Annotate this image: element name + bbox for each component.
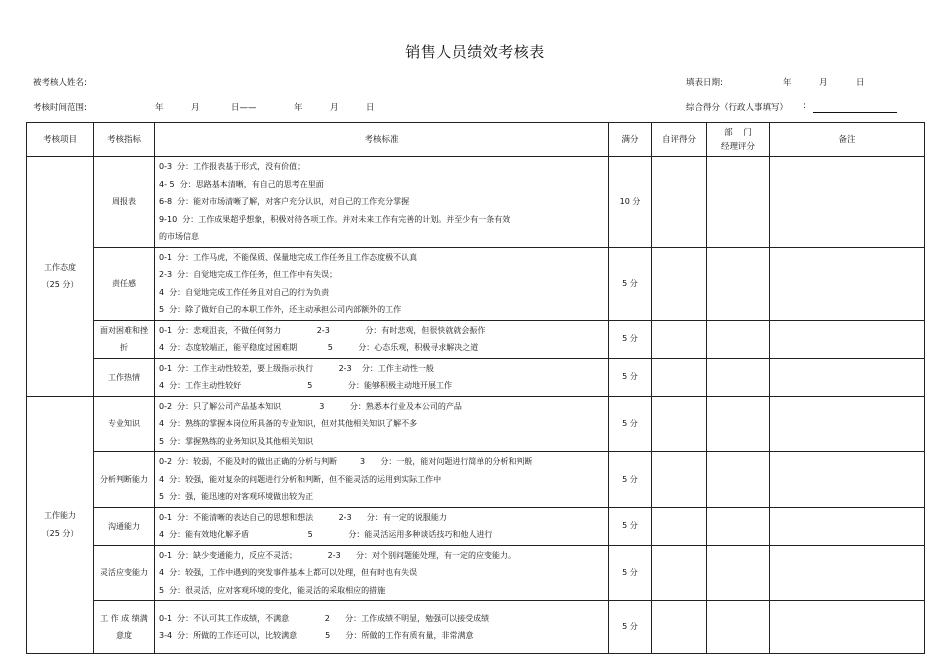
standard-line: 5 分：强，能迅速的对客观环境做出较为正 <box>159 492 314 501</box>
full-score-cell: 5 分 <box>609 601 652 654</box>
standard-line: 0-1 分：不能清晰的表达自己的思想和想法 2-3 分：有一定的说服能力 <box>159 512 447 522</box>
full-score-cell: 5 分 <box>609 320 652 358</box>
standard-line: 2-3 分：自觉地完成工作任务，但工作中有失误； <box>159 270 338 279</box>
self-score-cell[interactable] <box>652 452 707 508</box>
standard-line: 0-3 分：工作报表基于形式，没有价值； <box>159 162 306 171</box>
info-row-period <box>0 101 950 113</box>
manager-score-cell[interactable] <box>707 247 770 320</box>
standard-line: 5 分：很灵活，应对客观环境的变化，能灵活的采取相应的措施 <box>159 585 386 595</box>
full-score-cell: 5 分 <box>609 545 652 601</box>
standard-cell <box>155 452 609 508</box>
table-row <box>27 320 925 358</box>
standard-line: 0-1 分：不认可其工作成绩，不满意 2 分：工作成绩不明显，勉强可以接受成绩 <box>159 613 490 623</box>
form-title: 销售人员绩效考核表 <box>405 43 545 61</box>
indicator-cell: 面对困难和挫折 <box>94 320 155 358</box>
period-to-month: 月 <box>330 103 339 113</box>
period-from-month: 月 <box>191 103 200 113</box>
remark-cell[interactable] <box>770 601 925 654</box>
full-score-cell: 10 分 <box>609 157 652 248</box>
indicator-cell: 周报表 <box>94 157 155 248</box>
standard-line: 3-4 分：所做的工作还可以，比较满意 5 分：所做的工作有质有量，非常满意 <box>159 631 474 640</box>
standard-line: 0-2 分：较弱，不能及时的做出正确的分析与判断 3 分：一般，能对问题进行简单的分析和判断 <box>159 457 533 466</box>
standard-cell <box>155 396 609 452</box>
full-score-cell: 5 分 <box>609 396 652 452</box>
self-score-cell[interactable] <box>652 320 707 358</box>
table-row <box>27 247 925 320</box>
remark-cell[interactable] <box>770 247 925 320</box>
period-from-year: 年 <box>155 103 164 113</box>
standard-line: 4 分：较强，能对复杂的问题进行分析和判断，但不能灵活的运用到实际工作中 <box>159 474 442 484</box>
period-to-year: 年 <box>294 103 303 113</box>
total-score-underline[interactable] <box>813 112 897 113</box>
standard-line: 0-1 分：工作马虎，不能保质、保量地完成工作任务且工作态度极不认真 <box>159 252 418 262</box>
remark-cell[interactable] <box>770 358 925 396</box>
total-score-colon: : <box>803 101 806 111</box>
table-row <box>27 545 925 601</box>
header-self-score: 自评得分 <box>652 123 707 157</box>
indicator-cell: 分析判断能力 <box>94 452 155 508</box>
manager-score-cell[interactable] <box>707 157 770 248</box>
fill-date-label: 填表日期: <box>686 78 723 88</box>
fill-date-month: 月 <box>819 78 828 88</box>
header-standard: 考核标准 <box>155 123 609 157</box>
period-from-day: 日—— <box>231 103 257 113</box>
period-label: 考核时间范围: <box>33 103 87 113</box>
manager-score-cell[interactable] <box>707 358 770 396</box>
self-score-cell[interactable] <box>652 601 707 654</box>
standard-line: 9-10 分：工作成果超乎想象，积极对待各项工作。并对未来工作有完善的计划。并至少有一条有效 <box>159 214 511 224</box>
header-category: 考核项目 <box>27 123 94 157</box>
manager-score-cell[interactable] <box>707 452 770 508</box>
category-points: （25 分） <box>41 280 79 290</box>
standard-cell <box>155 601 609 654</box>
table-header-row <box>27 123 925 157</box>
table-row <box>27 452 925 508</box>
header-manager-line1: 部 门 <box>724 127 752 138</box>
period-to-day: 日 <box>366 103 375 113</box>
assessment-table <box>26 122 925 654</box>
examinee-name-label: 被考核人姓名: <box>33 78 87 88</box>
standard-cell <box>155 157 609 248</box>
remark-cell[interactable] <box>770 320 925 358</box>
self-score-cell[interactable] <box>652 545 707 601</box>
indicator-cell: 工 作 成 绩满意度 <box>94 601 155 654</box>
indicator-cell: 工作热情 <box>94 358 155 396</box>
standard-line: 4 分：自觉地完成工作任务且对自己的行为负责 <box>159 287 330 297</box>
standard-cell <box>155 320 609 358</box>
indicator-cell: 责任感 <box>94 247 155 320</box>
remark-cell[interactable] <box>770 507 925 545</box>
total-score-label: 综合得分（行政人事填写） <box>686 103 789 113</box>
table-row <box>27 358 925 396</box>
self-score-cell[interactable] <box>652 507 707 545</box>
standard-line: 4 分：能有效地化解矛盾 5 分：能灵活运用多种谈话技巧和他人进行 <box>159 530 493 539</box>
category-cell <box>27 157 94 397</box>
standard-line: 0-1 分：工作主动性较差，要上级指示执行 2-3 分：工作主动性一般 <box>159 363 434 373</box>
manager-score-cell[interactable] <box>707 601 770 654</box>
category-points: （25 分） <box>41 528 79 538</box>
standard-line: 4- 5 分：思路基本清晰，有自己的思考在里面 <box>159 179 324 189</box>
fill-date-year: 年 <box>783 78 792 88</box>
standard-line: 0-1 分：缺少变通能力，反应不灵活； 2-3 分：对个别问题能处理，有一定的应变能力。 <box>159 550 516 560</box>
category-cell <box>27 396 94 654</box>
standard-cell <box>155 247 609 320</box>
header-manager-score <box>707 123 770 157</box>
table-body <box>27 157 925 654</box>
category-name: 工作态度 <box>44 262 76 272</box>
full-score-cell: 5 分 <box>609 247 652 320</box>
standard-line: 的市场信息 <box>159 232 199 241</box>
remark-cell[interactable] <box>770 545 925 601</box>
info-row-name <box>0 76 950 88</box>
indicator-cell: 灵活应变能力 <box>94 545 155 601</box>
standard-line: 5 分：除了做好自己的本职工作外，还主动承担公司内部额外的工作 <box>159 305 402 314</box>
full-score-cell: 5 分 <box>609 507 652 545</box>
self-score-cell[interactable] <box>652 157 707 248</box>
standard-line: 0-2 分：只了解公司产品基本知识 3 分：熟悉本行业及本公司的产品 <box>159 401 462 411</box>
fill-date-day: 日 <box>856 78 865 88</box>
standard-line: 4 分：熟练的掌握本岗位所具备的专业知识，但对其他相关知识了解不多 <box>159 419 418 428</box>
standard-line: 5 分：掌握熟练的业务知识及其他相关知识 <box>159 436 314 446</box>
table-row <box>27 396 925 452</box>
self-score-cell[interactable] <box>652 247 707 320</box>
standard-cell <box>155 358 609 396</box>
standard-cell <box>155 545 609 601</box>
manager-score-cell[interactable] <box>707 545 770 601</box>
standard-cell <box>155 507 609 545</box>
header-remark: 备注 <box>770 123 925 157</box>
indicator-cell: 沟通能力 <box>94 507 155 545</box>
table-row <box>27 507 925 545</box>
remark-cell[interactable] <box>770 157 925 248</box>
header-full-score: 满分 <box>609 123 652 157</box>
header-manager-line2: 经理评分 <box>720 141 755 152</box>
table-row <box>27 157 925 248</box>
remark-cell[interactable] <box>770 396 925 452</box>
category-name: 工作能力 <box>44 511 76 521</box>
manager-score-cell[interactable] <box>707 396 770 452</box>
indicator-cell: 专业知识 <box>94 396 155 452</box>
header-indicator: 考核指标 <box>94 123 155 157</box>
standard-line: 4 分：工作主动性较好 5 分：能够积极主动地开展工作 <box>159 381 452 390</box>
standard-line: 0-1 分：悲观沮丧，不做任何努力 2-3 分：有时悲观，但很快就就会振作 <box>159 325 486 335</box>
full-score-cell: 5 分 <box>609 452 652 508</box>
self-score-cell[interactable] <box>652 396 707 452</box>
manager-score-cell[interactable] <box>707 507 770 545</box>
manager-score-cell[interactable] <box>707 320 770 358</box>
standard-line: 6-8 分：能对市场清晰了解，对客户充分认识，对自己的工作充分掌握 <box>159 197 410 206</box>
table-row <box>27 601 925 654</box>
full-score-cell: 5 分 <box>609 358 652 396</box>
self-score-cell[interactable] <box>652 358 707 396</box>
standard-line: 4 分：较强，工作中遇到的突发事件基本上都可以处理，但有时也有失误 <box>159 568 418 577</box>
remark-cell[interactable] <box>770 452 925 508</box>
standard-line: 4 分：态度较端正，能平稳度过困难期 5 分：心态乐观，积极寻求解决之道 <box>159 343 479 352</box>
